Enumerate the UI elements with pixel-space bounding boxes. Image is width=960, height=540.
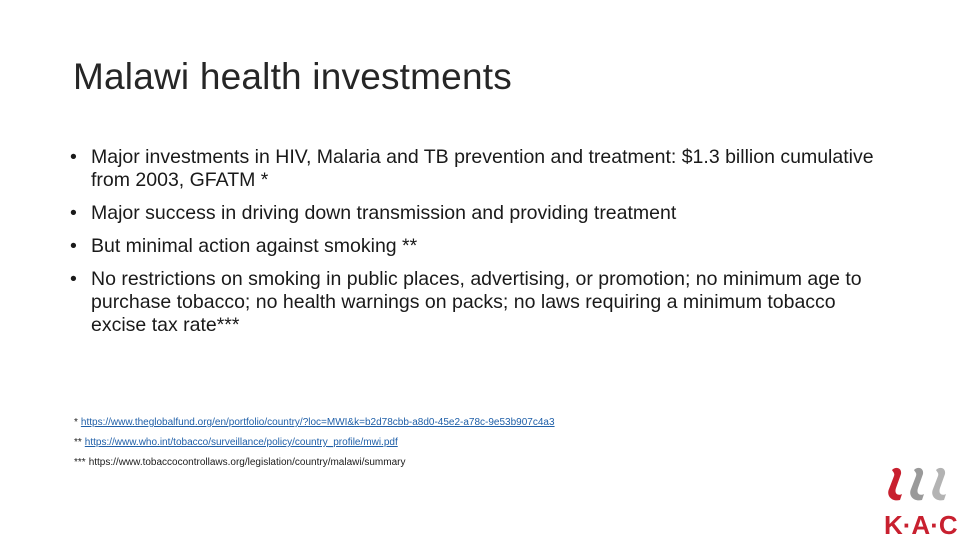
- reference-text-tobaccocontrollaws: https://www.tobaccocontrollaws.org/legislation/country/malawi/summary: [88, 457, 406, 468]
- bullet-text: Major investments in HIV, Malaria and TB prevention and treatment: $1.3 billion cumulative from 2003, GFATM *: [91, 146, 874, 191]
- reference-marker: ***: [74, 457, 86, 468]
- bullet-item: [70, 146, 890, 192]
- bullet-marker: •: [70, 146, 77, 168]
- bullet-text: No restrictions on smoking in public places, advertising, or promotion; no minimum age to purchase tobacco; no health warnings on packs; no laws requiring a minimum tobacco excise tax rate***: [91, 268, 862, 336]
- bullet-item: [70, 235, 890, 258]
- bullet-list: [70, 146, 890, 347]
- bullet-item: [70, 268, 890, 337]
- reference-item: [74, 416, 555, 430]
- bullet-text: Major success in driving down transmission and providing treatment: [91, 202, 677, 224]
- reference-marker: **: [74, 437, 82, 448]
- reference-link-globalfund[interactable]: https://www.theglobalfund.org/en/portfolio/country/?loc=MWI&k=b2d78cbb-a8d0-45e2-a78c-9e53b907c4a3: [80, 417, 555, 428]
- logo-text: K·A·C: [884, 510, 958, 540]
- bullet-text: But minimal action against smoking **: [91, 235, 418, 257]
- references: [74, 416, 555, 476]
- kac-logo: [882, 462, 960, 540]
- bullet-item: [70, 202, 890, 225]
- reference-item: [74, 436, 555, 450]
- slide-title: Malawi health investments: [73, 56, 512, 97]
- bullet-marker: •: [70, 268, 77, 290]
- bullet-marker: •: [70, 202, 77, 224]
- reference-marker: *: [74, 417, 78, 428]
- reference-item: [74, 456, 555, 470]
- logo-mark-icon: [888, 468, 946, 500]
- bullet-marker: •: [70, 235, 77, 257]
- reference-link-who[interactable]: https://www.who.int/tobacco/surveillance/policy/country_profile/mwi.pdf: [84, 437, 398, 448]
